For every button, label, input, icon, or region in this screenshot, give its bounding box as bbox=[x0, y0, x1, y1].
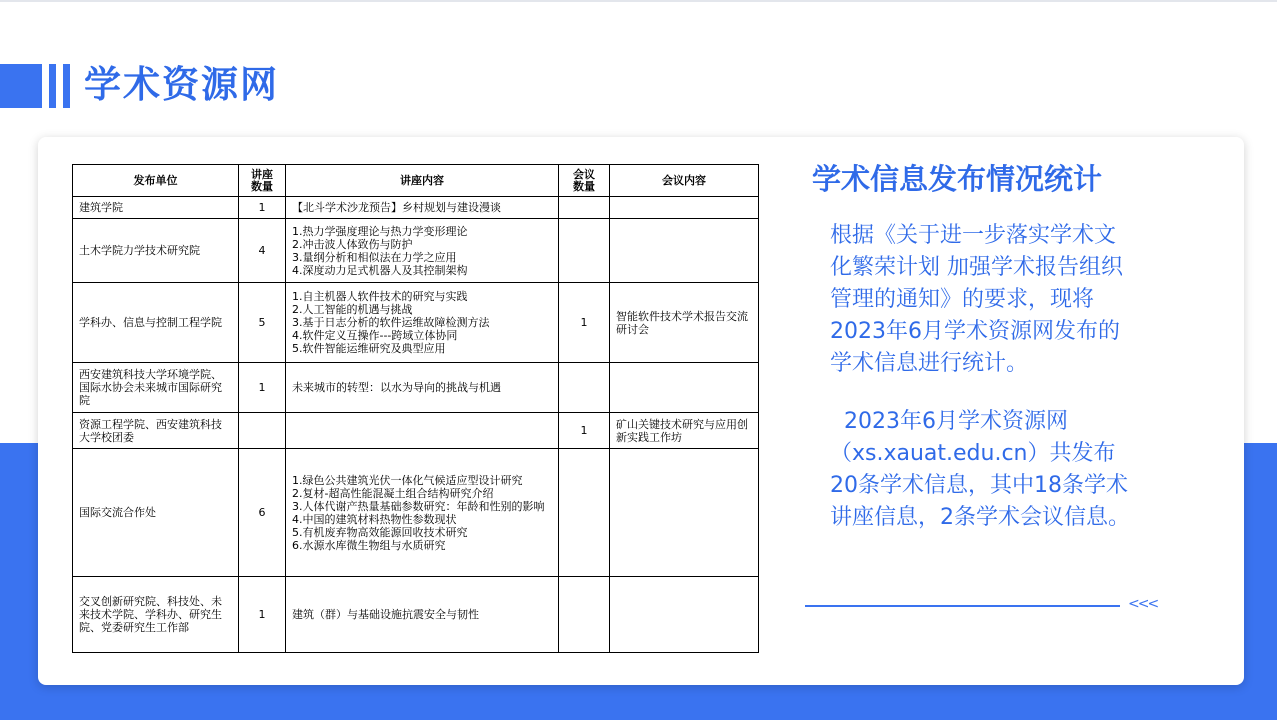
table-header-row bbox=[73, 165, 759, 197]
cell-meeting-count: 1 bbox=[559, 413, 610, 449]
table-row bbox=[73, 577, 759, 653]
table-row bbox=[73, 219, 759, 283]
cell-meeting-content: 智能软件技术学术报告交流研讨会 bbox=[610, 283, 759, 363]
cell-lecture-count: 4 bbox=[239, 219, 286, 283]
cell-lecture-count: 1 bbox=[239, 197, 286, 219]
cell-meeting-count bbox=[559, 363, 610, 413]
top-border-line bbox=[0, 0, 1277, 2]
chevron-left-icon: <<< bbox=[1128, 596, 1158, 612]
cell-lecture-count: 6 bbox=[239, 449, 286, 577]
header-lecture-count: 讲座 数量 bbox=[239, 165, 286, 197]
title-accent-bar bbox=[0, 64, 42, 108]
cell-unit: 资源工程学院、西安建筑科技大学校团委 bbox=[73, 413, 239, 449]
cell-unit: 国际交流合作处 bbox=[73, 449, 239, 577]
table-row bbox=[73, 283, 759, 363]
cell-lecture-content: 1.热力学强度理论与热力学变形理论 2.冲击波人体致伤与防护 3.量纲分析和相似法在力学之应用 4.深度动力足式机器人及其控制架构 bbox=[286, 219, 559, 283]
cell-lecture-count: 1 bbox=[239, 363, 286, 413]
cell-unit: 建筑学院 bbox=[73, 197, 239, 219]
stats-paragraph-summary: 2023年6月学术资源网（xs.xauat.edu.cn）共发布20条学术信息，其中18条学术讲座信息，2条学术会议信息。 bbox=[830, 409, 1130, 530]
cell-meeting-count bbox=[559, 577, 610, 653]
cell-meeting-content bbox=[610, 219, 759, 283]
cell-meeting-content: 矿山关键技术研究与应用创新实践工作坊 bbox=[610, 413, 759, 449]
cell-meeting-count bbox=[559, 449, 610, 577]
title-accent-stripe bbox=[63, 64, 70, 108]
divider-line bbox=[805, 605, 1120, 607]
header-meeting-content: 会议内容 bbox=[610, 165, 759, 197]
title-accent-stripe bbox=[49, 64, 56, 108]
cell-unit: 西安建筑科技大学环境学院、国际水协会未来城市国际研究院 bbox=[73, 363, 239, 413]
cell-lecture-content bbox=[286, 413, 559, 449]
page-title: 学术资源网 bbox=[84, 63, 279, 106]
header-lecture-content: 讲座内容 bbox=[286, 165, 559, 197]
cell-lecture-count bbox=[239, 413, 286, 449]
header-meeting-count: 会议 数量 bbox=[559, 165, 610, 197]
table-row bbox=[73, 413, 759, 449]
cell-lecture-content: 建筑（群）与基础设施抗震安全与韧性 bbox=[286, 577, 559, 653]
cell-lecture-count: 1 bbox=[239, 577, 286, 653]
cell-lecture-content: 1.自主机器人软件技术的研究与实践 2.人工智能的机遇与挑战 3.基于日志分析的软件运维故障检测方法 4.软件定义互操作---跨域立体协同 5.软件智能运维研究及典型应用 bbox=[286, 283, 559, 363]
header-unit: 发布单位 bbox=[73, 165, 239, 197]
cell-unit: 学科办、信息与控制工程学院 bbox=[73, 283, 239, 363]
cell-meeting-content bbox=[610, 363, 759, 413]
stats-title: 学术信息发布情况统计 bbox=[812, 162, 1103, 196]
stats-paragraph-intro: 根据《关于进一步落实学术文化繁荣计划 加强学术报告组织管理的通知》的要求，现将2023年6月学术资源网发布的学术信息进行统计。 bbox=[830, 223, 1123, 376]
table-row bbox=[73, 363, 759, 413]
lecture-table bbox=[72, 164, 759, 653]
cell-meeting-count: 1 bbox=[559, 283, 610, 363]
cell-lecture-content: 1.绿色公共建筑光伏一体化气候适应型设计研究 2.复材-超高性能混凝土组合结构研究介绍 3.人体代谢产热量基础参数研究：年龄和性别的影响 4.中国的建筑材料热物性参数现状 5.有机废弃物高效能源回收技术研究 6.水源水库微生物组与水质研究 bbox=[286, 449, 559, 577]
cell-meeting-content bbox=[610, 577, 759, 653]
cell-lecture-content: 【北斗学术沙龙预告】乡村规划与建设漫谈 bbox=[286, 197, 559, 219]
table-row bbox=[73, 197, 759, 219]
table-row bbox=[73, 449, 759, 577]
cell-lecture-content: 未来城市的转型：以水为导向的挑战与机遇 bbox=[286, 363, 559, 413]
cell-meeting-content bbox=[610, 197, 759, 219]
cell-meeting-count bbox=[559, 197, 610, 219]
cell-unit: 土木学院力学技术研究院 bbox=[73, 219, 239, 283]
cell-meeting-content bbox=[610, 449, 759, 577]
cell-lecture-count: 5 bbox=[239, 283, 286, 363]
cell-unit: 交叉创新研究院、科技处、未来技术学院、学科办、研究生院、党委研究生工作部 bbox=[73, 577, 239, 653]
cell-meeting-count bbox=[559, 219, 610, 283]
